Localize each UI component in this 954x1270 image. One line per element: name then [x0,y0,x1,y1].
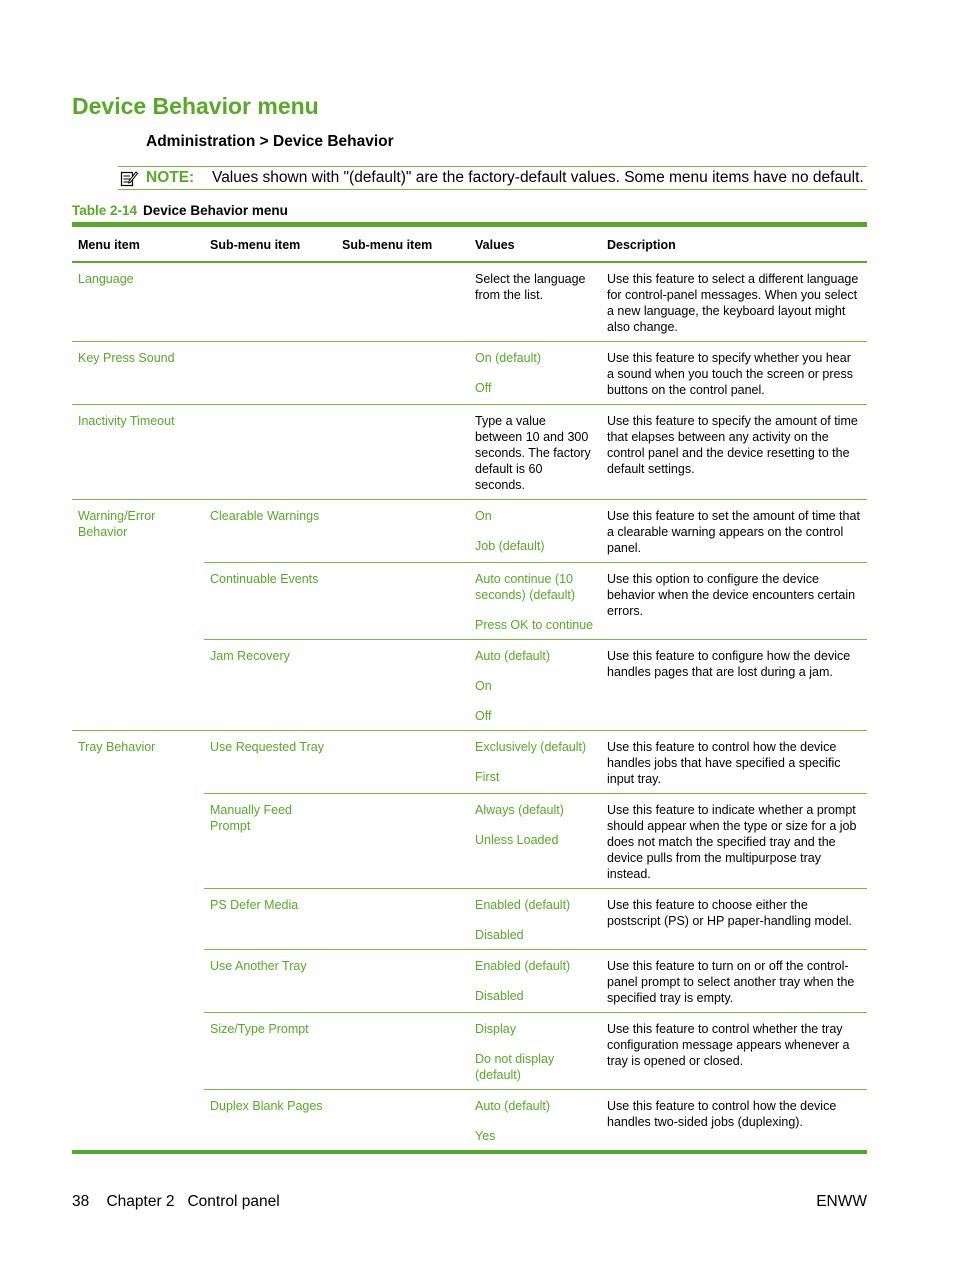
breadcrumb: Administration > Device Behavior [146,133,394,150]
value-option[interactable]: Auto (default) [475,649,551,663]
table-caption-number: Table 2-14 [72,203,138,218]
value-option[interactable]: Disabled [475,928,524,942]
table-caption-title: Device Behavior menu [143,203,288,218]
description-cell: Use this feature to control how the device handles jobs that have specified a specific input tray. [601,731,867,794]
sub-menu-item-cell[interactable]: Manually Feed Prompt [204,794,336,889]
sub-menu-item-cell[interactable]: Continuable Events [204,563,336,640]
description-cell: Use this feature to control how the device handles two-sided jobs (duplexing). [601,1090,867,1153]
table-header-row [72,225,867,263]
values-cell [469,950,601,1013]
table-row [72,1013,867,1090]
value-option[interactable]: Always (default) [475,803,564,817]
table-row [72,731,867,794]
sub-menu-item-2-cell [336,731,469,794]
sub-menu-item-cell[interactable]: Use Requested Tray [204,731,336,794]
header-values: Values [469,225,601,263]
note-text: Values shown with "(default)" are the factory-default values. Some menu items have no default. [212,169,864,186]
value-option[interactable]: First [475,770,500,784]
sub-menu-item-cell [204,405,336,500]
menu-item-cell[interactable]: Language [72,262,204,342]
value-option[interactable]: Off [475,381,492,395]
description-cell: Use this feature to configure how the device handles pages that are lost during a jam. [601,640,867,731]
table-row [72,262,867,342]
sub-menu-item-2-cell [336,1090,469,1153]
menu-item-cell [72,794,204,889]
description-cell: Use this feature to turn on or off the control-panel prompt to select another tray when the specified tray is empty. [601,950,867,1013]
value-option[interactable]: On (default) [475,351,542,365]
description-cell: Use this feature to specify whether you hear a sound when you touch the screen or press buttons on the control panel. [601,342,867,405]
sub-menu-item-cell [204,262,336,342]
table-row [72,1090,867,1153]
value-option[interactable]: Enabled (default) [475,959,571,973]
value-option[interactable]: Auto (default) [475,1099,551,1113]
header-description: Description [601,225,867,263]
table-row [72,405,867,500]
values-cell [469,563,601,640]
header-sub-menu-item: Sub-menu item [204,225,336,263]
table-row [72,563,867,640]
device-behavior-table [72,222,867,1154]
value-option[interactable]: Display [475,1022,516,1036]
values-cell [469,1013,601,1090]
description-cell: Use this feature to choose either the postscript (PS) or HP paper-handling model. [601,889,867,950]
table-row [72,342,867,405]
table-row [72,794,867,889]
values-cell [469,1090,601,1153]
sub-menu-item-2-cell [336,640,469,731]
sub-menu-item-cell[interactable]: Jam Recovery [204,640,336,731]
description-cell: Use this option to configure the device behavior when the device encounters certain errors. [601,563,867,640]
menu-item-cell[interactable]: Warning/Error Behavior [72,500,204,563]
sub-menu-item-cell[interactable]: Duplex Blank Pages [204,1090,336,1153]
values-cell [469,731,601,794]
table-row [72,500,867,563]
values-cell [469,889,601,950]
sub-menu-item-cell [204,342,336,405]
table-row [72,640,867,731]
description-cell: Use this feature to set the amount of time that a clearable warning appears on the control panel. [601,500,867,563]
sub-menu-item-cell[interactable]: Use Another Tray [204,950,336,1013]
value-option: Select the language from the list. [475,272,586,302]
value-option[interactable]: Unless Loaded [475,833,559,847]
value-option: Type a value between 10 and 300 seconds. The factory default is 60 seconds. [475,414,591,492]
note-pencil-icon [120,169,138,187]
menu-item-cell [72,1013,204,1090]
sub-menu-item-cell[interactable]: Size/Type Prompt [204,1013,336,1090]
sub-menu-item-2-cell [336,500,469,563]
value-option[interactable]: Job (default) [475,539,545,553]
values-cell [469,500,601,563]
footer-locale: ENWW [816,1193,867,1210]
values-cell [469,405,601,500]
menu-item-cell[interactable]: Key Press Sound [72,342,204,405]
value-option[interactable]: On [475,509,492,523]
description-cell: Use this feature to control whether the tray configuration message appears whenever a tray is opened or closed. [601,1013,867,1090]
sub-menu-item-2-cell [336,563,469,640]
value-option[interactable]: Exclusively (default) [475,740,587,754]
sub-menu-item-cell[interactable]: Clearable Warnings [204,500,336,563]
footer-page-chapter: 38 Chapter 2 Control panel [72,1193,280,1210]
value-option[interactable]: Auto continue (10 seconds) (default) [475,572,576,602]
sub-menu-item-2-cell [336,889,469,950]
value-option[interactable]: Press OK to continue [475,618,594,632]
note-box [118,166,867,190]
menu-item-cell [72,640,204,731]
header-sub-menu-item-2: Sub-menu item [336,225,469,263]
table-row [72,950,867,1013]
values-cell [469,262,601,342]
note-label: NOTE: [146,169,195,186]
page-title: Device Behavior menu [72,93,319,119]
description-cell: Use this feature to select a different language for control-panel messages. When you select a new language, the keyboard layout might also change. [601,262,867,342]
menu-item-cell[interactable]: Inactivity Timeout [72,405,204,500]
header-menu-item: Menu item [72,225,204,263]
sub-menu-item-2-cell [336,794,469,889]
table-caption [72,203,288,218]
menu-item-cell [72,889,204,950]
sub-menu-item-2-cell [336,405,469,500]
values-cell [469,794,601,889]
table-row [72,889,867,950]
sub-menu-item-2-cell [336,342,469,405]
menu-item-cell[interactable]: Tray Behavior [72,731,204,794]
value-option[interactable]: Disabled [475,989,524,1003]
menu-item-cell [72,563,204,640]
description-cell: Use this feature to indicate whether a prompt should appear when the type or size for a job does not match the specified tray and the device pulls from the multipurpose tray instead. [601,794,867,889]
menu-item-cell [72,950,204,1013]
values-cell [469,342,601,405]
value-option[interactable]: Off [475,709,492,723]
sub-menu-item-2-cell [336,1013,469,1090]
value-option[interactable]: Yes [475,1129,496,1143]
values-cell [469,640,601,731]
value-option[interactable]: On [475,679,492,693]
sub-menu-item-cell[interactable]: PS Defer Media [204,889,336,950]
sub-menu-item-2-cell [336,262,469,342]
description-cell: Use this feature to specify the amount of time that elapses between any activity on the control panel and the device resetting to the default settings. [601,405,867,500]
sub-menu-item-2-cell [336,950,469,1013]
value-option[interactable]: Enabled (default) [475,898,571,912]
menu-item-cell [72,1090,204,1153]
value-option[interactable]: Do not display (default) [475,1052,555,1082]
